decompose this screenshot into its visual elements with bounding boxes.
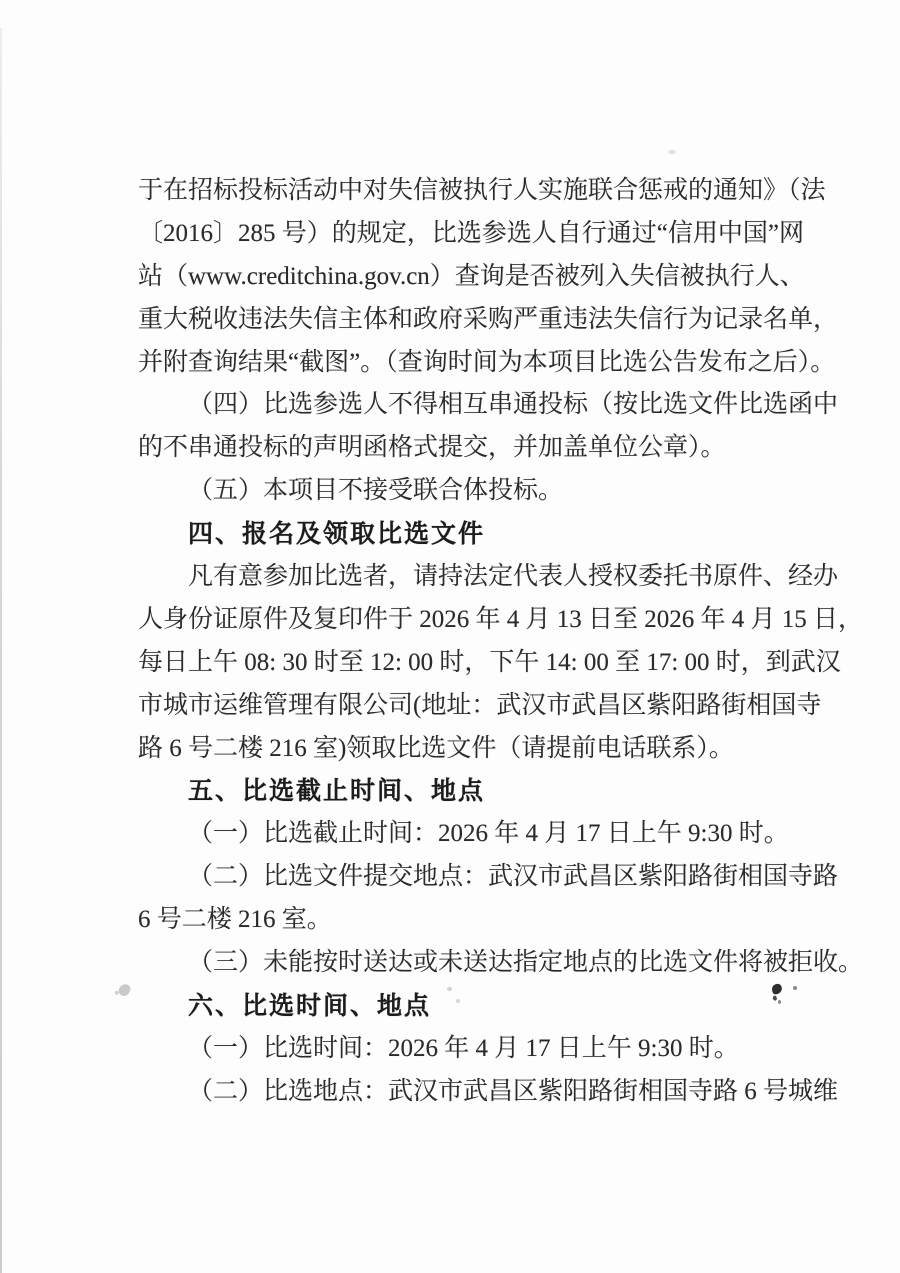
text-line-11: 人身份证原件及复印件于 2026 年 4 月 13 日至 2026 年 4 月 15 日，: [138, 605, 864, 633]
text-line-3: 站（www.creditchina.gov.cn）查询是否被列入失信被执行人、: [138, 262, 805, 290]
heading-section-5: 五、比选截止时间、地点: [188, 777, 486, 806]
text-line-12: 每日上午 08: 30 时至 12: 00 时，下午 14: 00 至 17: 00 时，到武汉: [138, 648, 841, 676]
text-line-17: （二）比选文件提交地点：武汉市武昌区紫阳路街相国寺路: [188, 863, 839, 891]
text-line-4: 重大税收违法失信主体和政府采购严重违法失信行为记录名单，: [138, 305, 839, 333]
text-line-8: （五）本项目不接受联合体投标。: [188, 477, 564, 505]
scan-speck-middle-2: [456, 999, 460, 1003]
text-line-18: 6 号二楼 216 室。: [138, 906, 332, 934]
scan-speck-left: [117, 983, 131, 998]
text-line-13: 市城市运维管理有限公司(地址：武汉市武昌区紫阳路街相国寺: [138, 691, 822, 719]
text-line-6: （四）比选参选人不得相互串通投标（按比选文件比选函中: [188, 391, 839, 419]
text-line-21: （一）比选时间：2026 年 4 月 17 日上午 9:30 时。: [188, 1034, 739, 1062]
scan-speck-middle-1: [447, 987, 452, 991]
scan-speck-right-tail: [778, 1000, 781, 1004]
text-line-7: 的不串通投标的声明函格式提交，并加盖单位公章）。: [138, 434, 726, 462]
text-line-1: 于在招标投标活动中对失信被执行人实施联合惩戒的通知》（法: [138, 177, 826, 204]
text-line-10: 凡有意参加比选者，请持法定代表人授权委托书原件、经办: [188, 563, 839, 591]
text-line-5: 并附查询结果“截图”。（查询时间为本项目比选公告发布之后）。: [138, 348, 836, 376]
text-line-19: （三）未能按时送达或未送达指定地点的比选文件将被拒收。: [188, 949, 864, 977]
text-line-14: 路 6 号二楼 216 室)领取比选文件（请提前电话联系）。: [138, 734, 734, 762]
text-line-22: （二）比选地点：武汉市武昌区紫阳路街相国寺路 6 号城维: [188, 1077, 839, 1105]
scan-left-edge-artifact: [0, 28, 2, 1273]
text-line-2: 〔2016〕285 号）的规定，比选参选人自行通过“信用中国”网: [138, 219, 804, 247]
scan-speck-top: [668, 150, 676, 154]
document-text-block: [138, 170, 864, 1114]
heading-section-4: 四、报名及领取比选文件: [188, 520, 486, 549]
text-line-16: （一）比选截止时间：2026 年 4 月 17 日上午 9:30 时。: [188, 820, 789, 848]
scan-speck-right-dot: [793, 986, 797, 990]
heading-section-6: 六、比选时间、地点: [188, 991, 432, 1020]
